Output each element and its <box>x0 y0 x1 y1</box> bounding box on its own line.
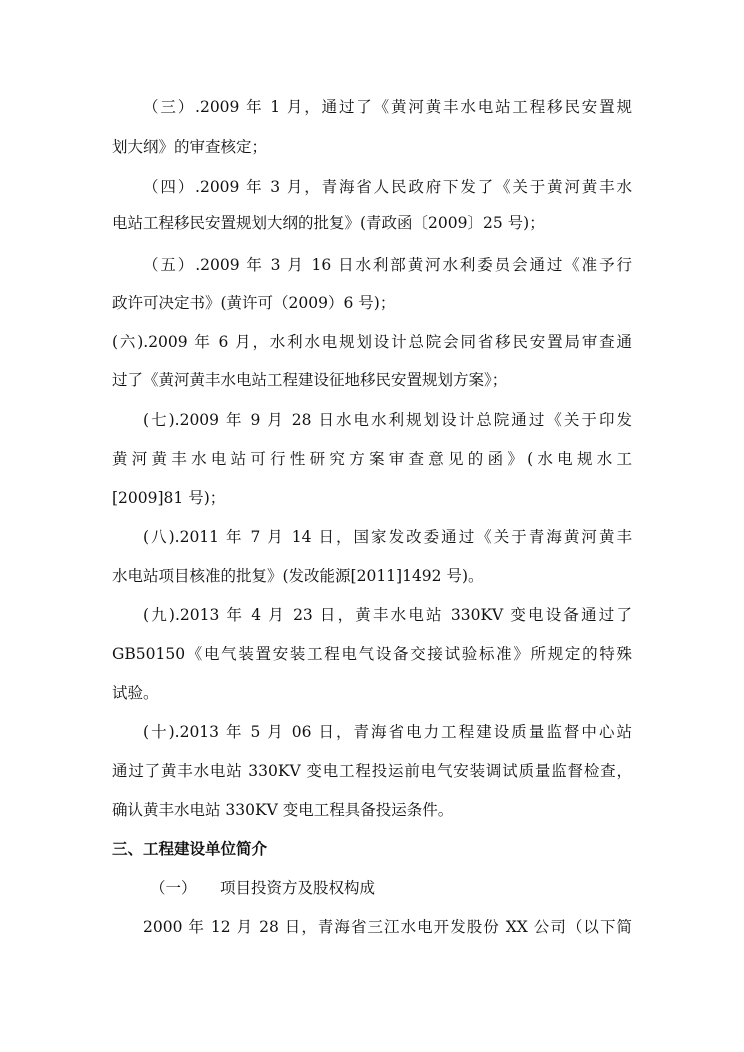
paragraph-6-line-2: 过了《黄河黄丰水电站工程建设征地移民安置规划方案》； <box>112 371 508 389</box>
subsection-title: 项目投资方及股权构成 <box>220 879 376 897</box>
paragraph-intro-line-1: 2000 年 12 月 28 日，青海省三江水电开发股份 XX 公司（以下简 <box>143 918 632 936</box>
paragraph-9-line-3: 试验。 <box>112 684 159 702</box>
paragraph-3-line-1: （三）.2009 年 1 月，通过了《黄河黄丰水电站工程移民安置规 <box>143 98 632 116</box>
paragraph-10-line-2: 通过了黄丰水电站 330KV 变电工程投运前电气安装调试质量监督检查， <box>112 762 632 780</box>
paragraph-8-line-2: 水电站项目核准的批复》(发改能源[2011]1492 号)。 <box>112 567 484 585</box>
paragraph-6-line-1: (六).2009 年 6 月，水利水电规划设计总院会同省移民安置局审查通 <box>112 333 632 351</box>
paragraph-7-line-2: 黄河黄丰水电站可行性研究方案审查意见的函》(水电规水工 <box>112 450 632 468</box>
paragraph-10-line-1: (十).2013 年 5 月 06 日，青海省电力工程建设质量监督中心站 <box>143 723 632 741</box>
paragraph-9-line-2: GB50150《电气装置安装工程电气设备交接试验标准》所规定的特殊 <box>112 645 632 663</box>
paragraph-7-line-1: (七).2009 年 9 月 28 日水电水利规划设计总院通过《关于印发 <box>143 411 632 429</box>
paragraph-10-line-3: 确认黄丰水电站 330KV 变电工程具备投运条件。 <box>112 801 454 819</box>
paragraph-8-line-1: (八).2011 年 7 月 14 日，国家发改委通过《关于青海黄河黄丰 <box>143 528 632 546</box>
subsection-number: （一） <box>150 879 197 897</box>
paragraph-5-line-1: （五）.2009 年 3 月 16 日水利部黄河水利委员会通过《准予行 <box>143 256 632 274</box>
paragraph-4-line-2: 电站工程移民安置规划大纲的批复》(青政函〔2009〕25 号)； <box>112 214 545 232</box>
paragraph-7-line-3: [2009]81 号)； <box>112 489 226 507</box>
paragraph-9-line-1: (九).2013 年 4 月 23 日，黄丰水电站 330KV 变电设备通过了 <box>143 606 632 624</box>
paragraph-4-line-1: （四）.2009 年 3 月，青海省人民政府下发了《关于黄河黄丰水 <box>143 178 632 196</box>
paragraph-3-line-2: 划大纲》的审查核定； <box>112 138 268 156</box>
section-heading: 三、工程建设单位简介 <box>112 840 268 858</box>
paragraph-5-line-2: 政许可决定书》(黄许可（2009）6 号)； <box>112 294 396 312</box>
